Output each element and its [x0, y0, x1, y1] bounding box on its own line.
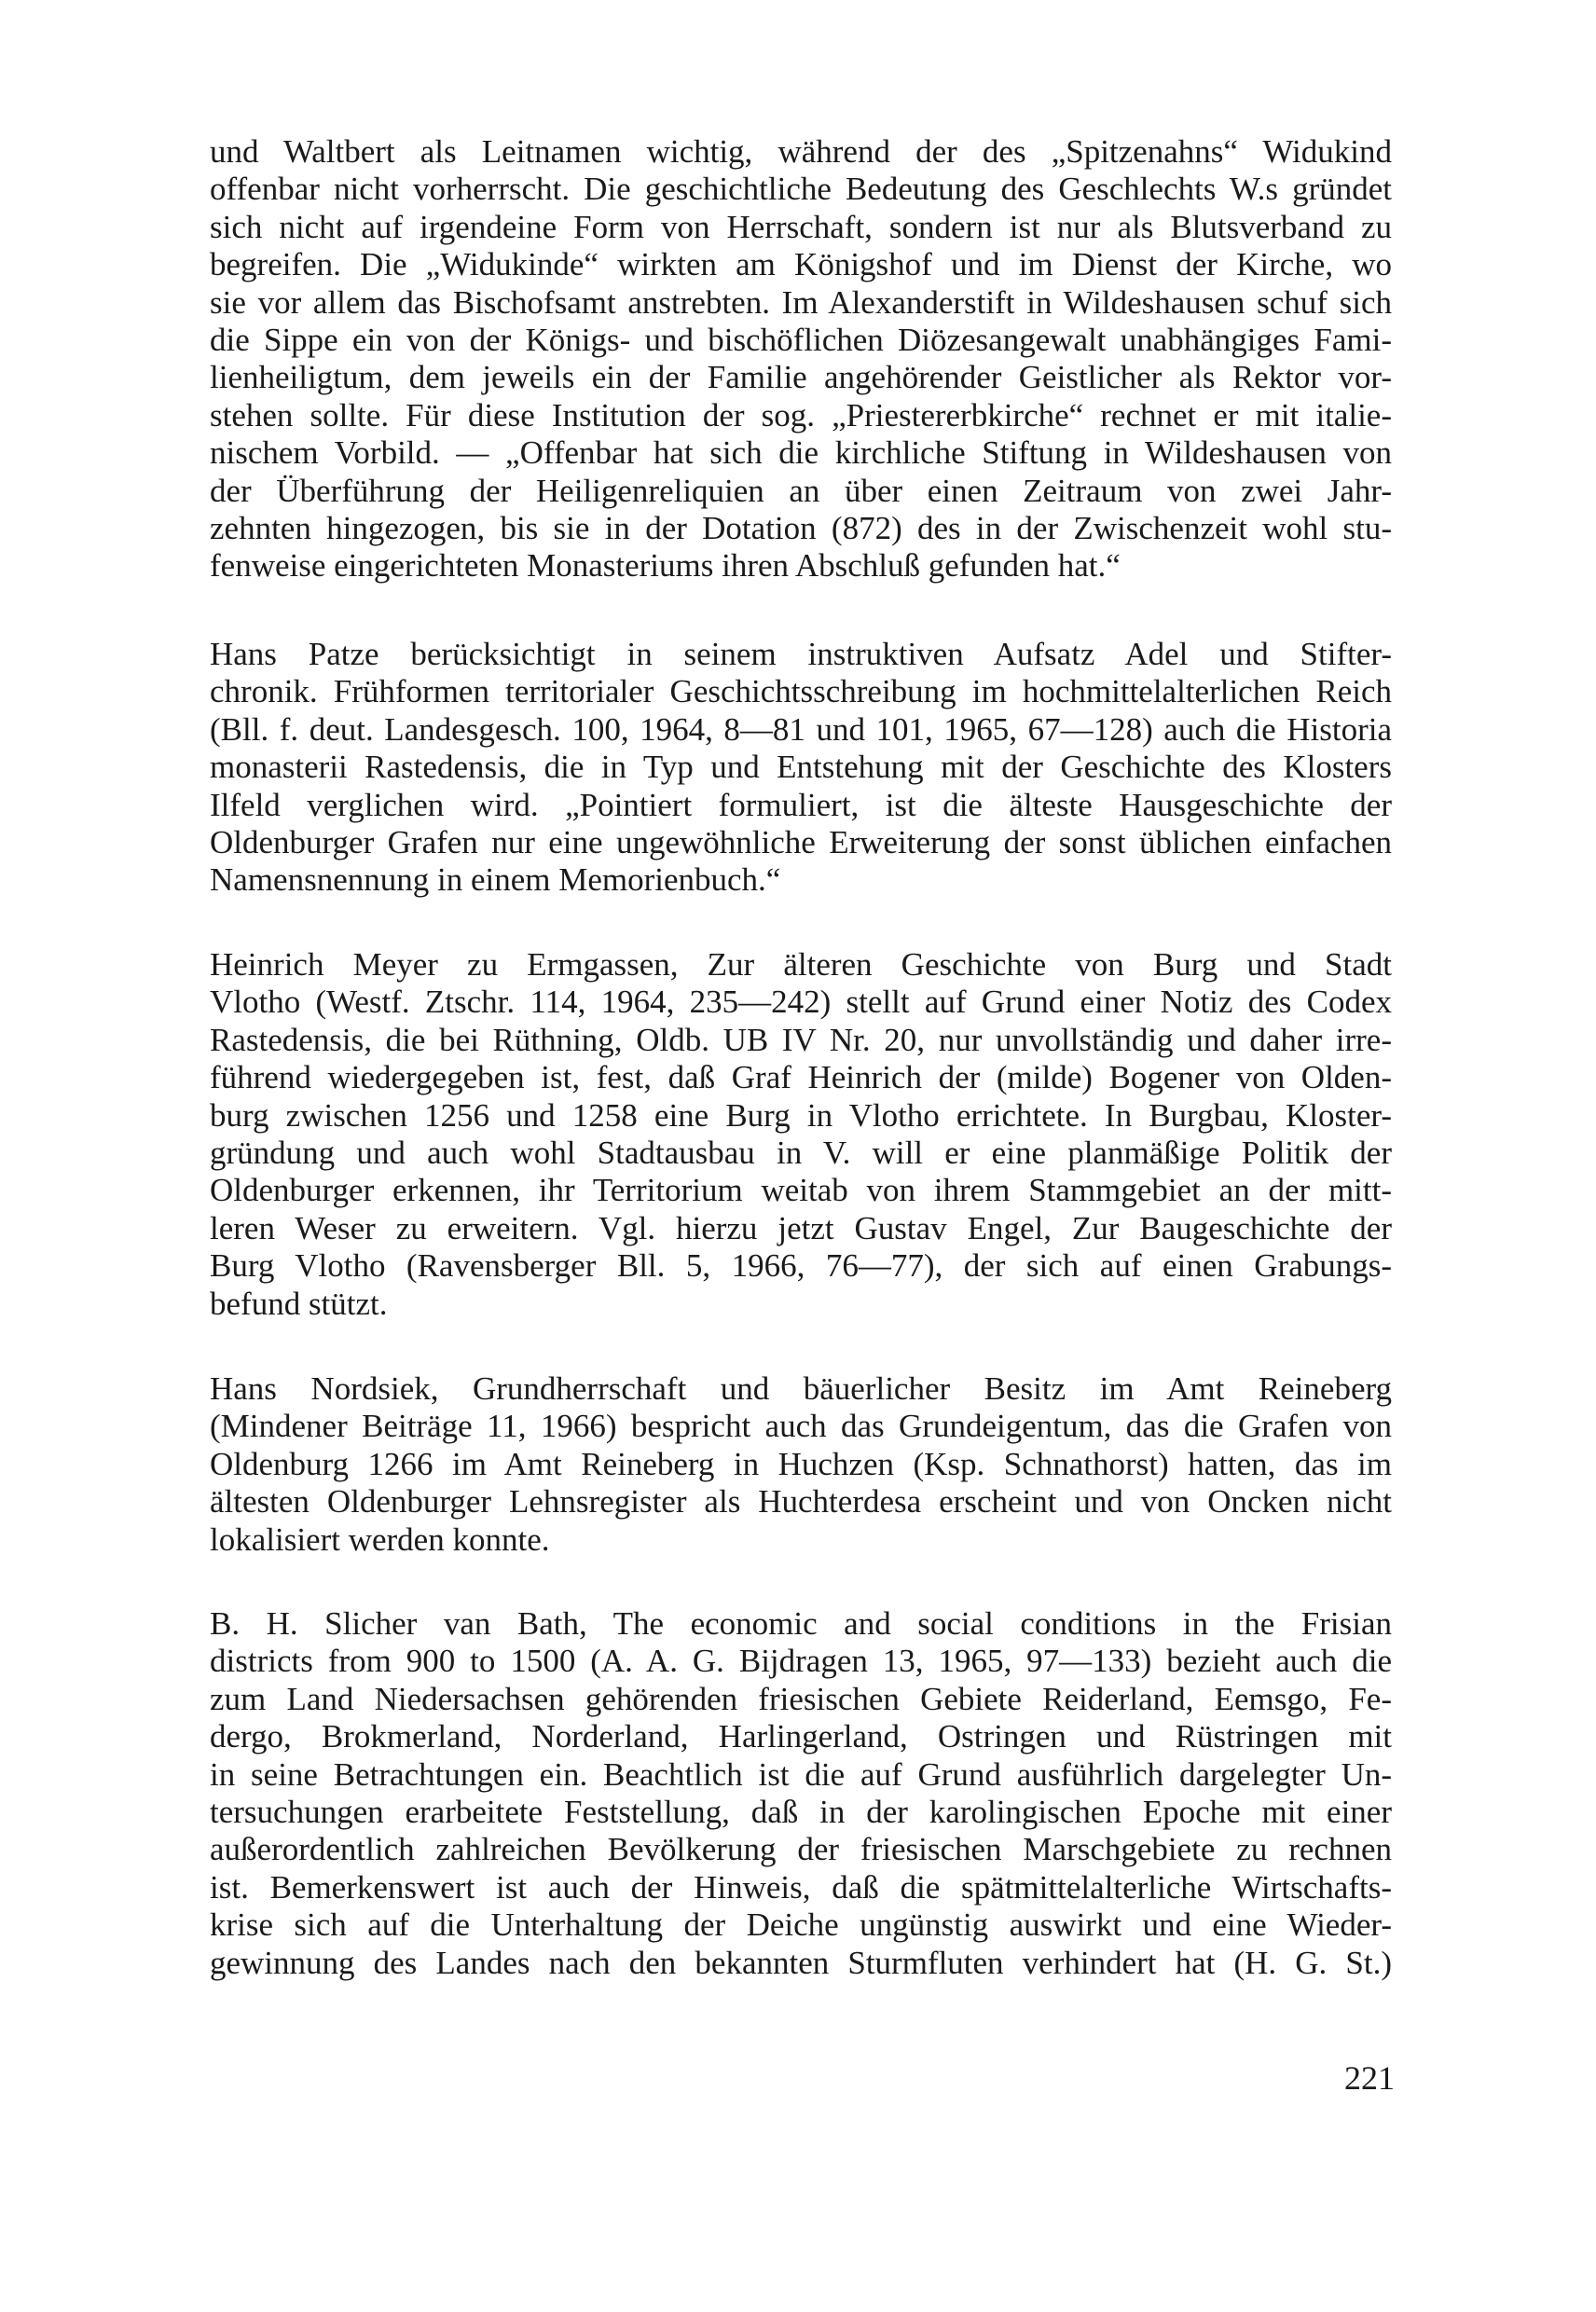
- text-line: sie vor allem das Bischofsamt anstrebten. Im Alexanderstift in Wildeshausen schuf sich: [210, 283, 1392, 321]
- text-line: der Überführung der Heiligenreliquien an über einen Zeitraum von zwei Jahr-: [210, 472, 1392, 509]
- text-line: begreifen. Die „Widukinde“ wirkten am Königshof und im Dienst der Kirche, wo: [210, 246, 1392, 283]
- text-line: lienheiligtum, dem jeweils ein der Familie angehörender Geistlicher als Rektor vor-: [210, 359, 1392, 396]
- text-line: ist. Bemerkenswert ist auch der Hinweis, daß die spätmittelalterliche Wirtschafts-: [210, 1868, 1392, 1906]
- text-line: in seine Betrachtungen ein. Beachtlich ist die auf Grund ausführlich dargelegter Un-: [210, 1755, 1392, 1793]
- page-number: 221: [1344, 2059, 1395, 2097]
- paragraph-3: [210, 946, 1392, 1323]
- text-line: (Mindener Beiträge 11, 1966) bespricht auch das Grundeigentum, das die Grafen von: [210, 1408, 1392, 1445]
- text-line: (Bll. f. deut. Landesgesch. 100, 1964, 8—81 und 101, 1965, 67—128) auch die Historia: [210, 710, 1392, 748]
- text-line: Hans Patze berücksichtigt in seinem instruktiven Aufsatz Adel und Stifter-: [210, 636, 1392, 672]
- text-line: leren Weser zu erweitern. Vgl. hierzu jetzt Gustav Engel, Zur Baugeschichte der: [210, 1209, 1392, 1246]
- text-line: die Sippe ein von der Königs- und bischöflichen Diözesangewalt unabhängiges Fami-: [210, 321, 1392, 358]
- paragraph-1: [210, 133, 1392, 585]
- text-line: zehnten hingezogen, bis sie in der Dotation (872) des in der Zwischenzeit wohl stu-: [210, 509, 1392, 546]
- text-line: Rastedensis, die bei Rüthning, Oldb. UB IV Nr. 20, nur unvollständig und daher irre-: [210, 1021, 1392, 1058]
- text-line: lokalisiert werden konnte.: [210, 1521, 550, 1558]
- text-line: chronik. Frühformen territorialer Geschichtsschreibung im hochmittelalterlichen Reich: [210, 673, 1392, 710]
- text-line: stehen sollte. Für diese Institution der sog. „Priestererbkirche“ rechnet er mit italie-: [210, 396, 1392, 434]
- text-line: Hans Nordsiek, Grundherrschaft und bäuerlicher Besitz im Amt Reineberg: [210, 1370, 1392, 1407]
- text-line: Ilfeld verglichen wird. „Pointiert formuliert, ist die älteste Hausgeschichte der: [210, 786, 1392, 823]
- text-line: Oldenburger erkennen, ihr Territorium weitab von ihrem Stammgebiet an der mitt-: [210, 1172, 1392, 1209]
- text-line: ältesten Oldenburger Lehnsregister als Huchterdesa erscheint und von Oncken nicht: [210, 1483, 1392, 1521]
- text-line: Oldenburg 1266 im Amt Reineberg in Huchzen (Ksp. Schnathorst) hatten, das im: [210, 1445, 1392, 1482]
- text-line: fenweise eingerichteten Monasteriums ihren Abschluß gefunden hat.“: [210, 547, 1121, 585]
- text-line: dergo, Brokmerland, Norderland, Harlingerland, Ostringen und Rüstringen mit: [210, 1718, 1392, 1755]
- text-line: krise sich auf die Unterhaltung der Deiche ungünstig auswirkt und eine Wieder-: [210, 1906, 1392, 1944]
- text-line: nischem Vorbild. — „Offenbar hat sich die kirchliche Stiftung in Wildeshausen von: [210, 434, 1392, 472]
- text-line: B. H. Slicher van Bath, The economic and social conditions in the Frisian: [210, 1605, 1392, 1642]
- text-line: Heinrich Meyer zu Ermgassen, Zur älteren Geschichte von Burg und Stadt: [210, 946, 1392, 983]
- text-line: zum Land Niedersachsen gehörenden friesischen Gebiete Reiderland, Eemsgo, Fe-: [210, 1680, 1392, 1717]
- text-line: monasterii Rastedensis, die in Typ und Entstehung mit der Geschichte des Klosters: [210, 749, 1392, 786]
- text-line: außerordentlich zahlreichen Bevölkerung der friesischen Marschgebiete zu rechnen: [210, 1831, 1392, 1868]
- text-line: Vlotho (Westf. Ztschr. 114, 1964, 235—242) stellt auf Grund einer Notiz des Codex: [210, 984, 1392, 1021]
- paragraph-5: [210, 1605, 1392, 1982]
- text-line: gewinnung des Landes nach den bekannten Sturmfluten verhindert hat (H. G. St.): [210, 1944, 1392, 1981]
- text-line: gründung und auch wohl Stadtausbau in V. will er eine planmäßige Politik der: [210, 1134, 1392, 1171]
- text-line: tersuchungen erarbeitete Feststellung, daß in der karolingischen Epoche mit einer: [210, 1793, 1392, 1830]
- paragraph-2: [210, 636, 1392, 900]
- text-line: burg zwischen 1256 und 1258 eine Burg in Vlotho errichtete. In Burgbau, Kloster-: [210, 1096, 1392, 1134]
- text-line: führend wiedergegeben ist, fest, daß Graf Heinrich der (milde) Bogener von Olden-: [210, 1059, 1392, 1096]
- text-line: sich nicht auf irgendeine Form von Herrschaft, sondern ist nur als Blutsverband zu: [210, 208, 1392, 245]
- text-line: Namensnennung in einem Memorienbuch.“: [210, 861, 781, 899]
- text-line: Oldenburger Grafen nur eine ungewöhnliche Erweiterung der sonst üblichen einfachen: [210, 823, 1392, 860]
- text-line: Burg Vlotho (Ravensberger Bll. 5, 1966, 76—77), der sich auf einen Grabungs-: [210, 1247, 1392, 1285]
- text-line: offenbar nicht vorherrscht. Die geschichtliche Bedeutung des Geschlechts W.s gründet: [210, 171, 1392, 208]
- text-line: districts from 900 to 1500 (A. A. G. Bijdragen 13, 1965, 97—133) bezieht auch die: [210, 1643, 1392, 1680]
- text-line: und Waltbert als Leitnamen wichtig, während der des „Spitzenahns“ Widukind: [210, 133, 1392, 170]
- text-line: befund stützt.: [210, 1285, 388, 1322]
- paragraph-4: [210, 1370, 1392, 1559]
